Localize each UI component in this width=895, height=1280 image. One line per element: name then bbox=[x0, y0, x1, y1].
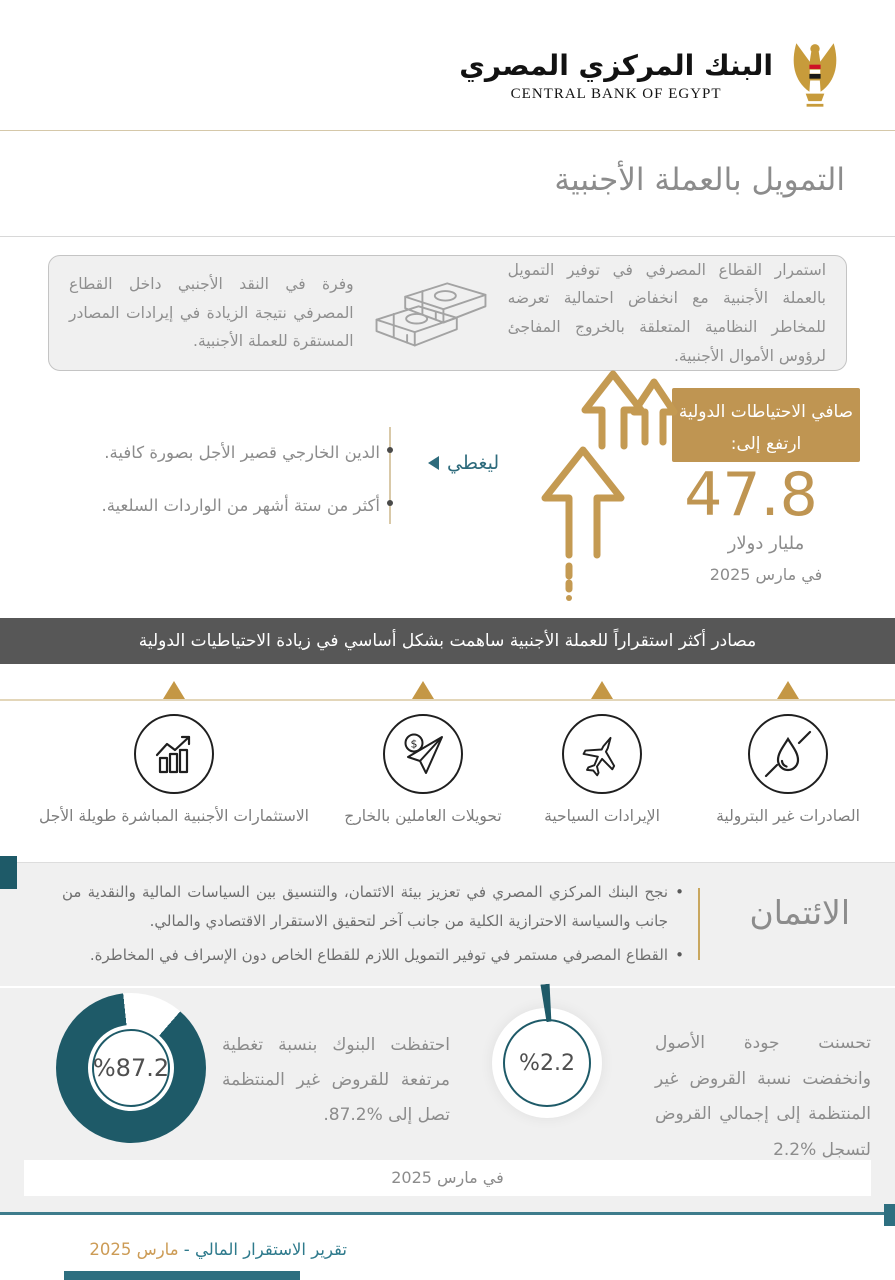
coverage-donut-value: %87.2 bbox=[92, 1054, 170, 1082]
money-stack-icon bbox=[368, 270, 494, 356]
intro-right-text: استمرار القطاع المصرفي في توفير التمويل بالعملة الأجنبية مع انخفاض احتمالية تعرضه للمخاطر النظامية المتعلقة بالخروج المفاجئ لرؤوس الأموال الأجنبية. bbox=[507, 260, 826, 365]
covers-label-text: ليغطي bbox=[447, 452, 500, 474]
covers-label bbox=[428, 452, 499, 474]
up-triangle-icon bbox=[412, 681, 434, 699]
title-divider bbox=[0, 236, 895, 237]
money-transfer-icon bbox=[383, 714, 463, 794]
bullet-dot bbox=[387, 447, 393, 453]
coverage-donut-ring bbox=[92, 1029, 170, 1107]
credit-divider-line bbox=[698, 888, 700, 960]
reserves-date: في مارس 2025 bbox=[709, 565, 823, 584]
coverage-ratio-text: احتفظت البنوك بنسبة تغطية مرتفعة للقروض غير المنتظمة تصل إلى %87.2. bbox=[222, 1035, 450, 1125]
header-divider bbox=[0, 130, 895, 131]
up-triangle-icon bbox=[777, 681, 799, 699]
source-label-workers-remittances: تحويلات العاملين بالخارج bbox=[344, 807, 502, 825]
reserves-bullet-2: أكثر من ستة أشهر من الواردات السلعية. bbox=[101, 496, 380, 515]
credit-bullets bbox=[62, 878, 684, 974]
dollar-sign: $ bbox=[410, 737, 418, 751]
npl-ratio-donut-chart bbox=[492, 1008, 602, 1118]
bank-name-english: CENTRAL BANK OF EGYPT bbox=[510, 86, 722, 102]
credit-section-separator bbox=[0, 986, 895, 988]
bottom-divider-endcap bbox=[884, 1204, 895, 1226]
npl-donut-value: %2.2 bbox=[519, 1050, 575, 1076]
coverage-ratio-donut-chart bbox=[56, 993, 206, 1143]
source-label-tourism-revenues: الإيرادات السياحية bbox=[544, 807, 660, 825]
report-date-text: مارس 2025 bbox=[89, 1240, 179, 1259]
intro-card bbox=[48, 255, 847, 371]
bank-logo bbox=[459, 38, 843, 114]
credit-bullet-2: • القطاع المصرفي مستمر في توفير التمويل اللازم للقطاع الخاص دون الإسراف في المخاطرة. bbox=[62, 941, 684, 970]
left-triangle-icon bbox=[428, 456, 439, 470]
reserves-unit: مليار دولار bbox=[727, 533, 805, 554]
bullet-divider-line bbox=[389, 427, 391, 524]
sources-banner: مصادر أكثر استقراراً للعملة الأجنبية ساهمت بشكل أساسي في زيادة الاحتياطيات الدولية bbox=[0, 618, 895, 664]
oil-drop-crossed-icon bbox=[748, 714, 828, 794]
bank-name-arabic: البنك المركزي المصري bbox=[459, 49, 773, 82]
bank-logo-text bbox=[459, 49, 773, 103]
up-arrows-icon bbox=[528, 370, 678, 608]
credit-bullet-1: • نجح البنك المركزي المصري في تعزيز بيئة الائتمان، والتنسيق بين السياسات المالية والنقدية من جانب والسياسة الاحترازية الكلية من جانب آخر لتحقيق الاستقرار الاقتصادي والمالي. bbox=[62, 878, 684, 937]
up-triangle-icon bbox=[591, 681, 613, 699]
npl-donut-ring bbox=[503, 1019, 591, 1107]
airplane-icon bbox=[562, 714, 642, 794]
report-title-text: تقرير الاستقرار المالي - bbox=[178, 1240, 347, 1259]
date-bar: في مارس 2025 bbox=[24, 1160, 871, 1196]
page-title: التمويل بالعملة الأجنبية bbox=[554, 162, 845, 198]
coverage-donut-hole bbox=[88, 1025, 174, 1111]
egypt-eagle-emblem-icon bbox=[787, 38, 843, 114]
npl-ratio-text: تحسنت جودة الأصول وانخفضت نسبة القروض غير المنتظمة إلى إجمالي القروض لتسجل %2.2 bbox=[655, 1033, 871, 1161]
credit-section-tab bbox=[0, 856, 17, 889]
reserves-label-box: صافي الاحتياطات الدولية ارتفع إلى: bbox=[672, 388, 860, 462]
footer-accent-bar bbox=[64, 1271, 300, 1280]
credit-title: الائتمان bbox=[749, 893, 850, 932]
sources-baseline bbox=[0, 699, 895, 701]
bullet-dot bbox=[387, 500, 393, 506]
reserves-value: 47.8 bbox=[684, 460, 818, 530]
growth-chart-icon bbox=[134, 714, 214, 794]
source-label-long-term-fdi: الاستثمارات الأجنبية المباشرة طويلة الأجل bbox=[39, 807, 309, 825]
source-label-non-petroleum-exports: الصادرات غير البترولية bbox=[716, 807, 860, 825]
intro-left-text: وفرة في النقد الأجنبي داخل القطاع المصرفي نتيجة الزيادة في إيرادات المصادر المستقرة للعملة الأجنبية. bbox=[69, 274, 354, 351]
up-triangle-icon bbox=[163, 681, 185, 699]
footer-report-title bbox=[89, 1240, 347, 1259]
bottom-divider-line bbox=[0, 1212, 895, 1215]
reserves-bullet-1: الدين الخارجي قصير الأجل بصورة كافية. bbox=[104, 443, 380, 462]
